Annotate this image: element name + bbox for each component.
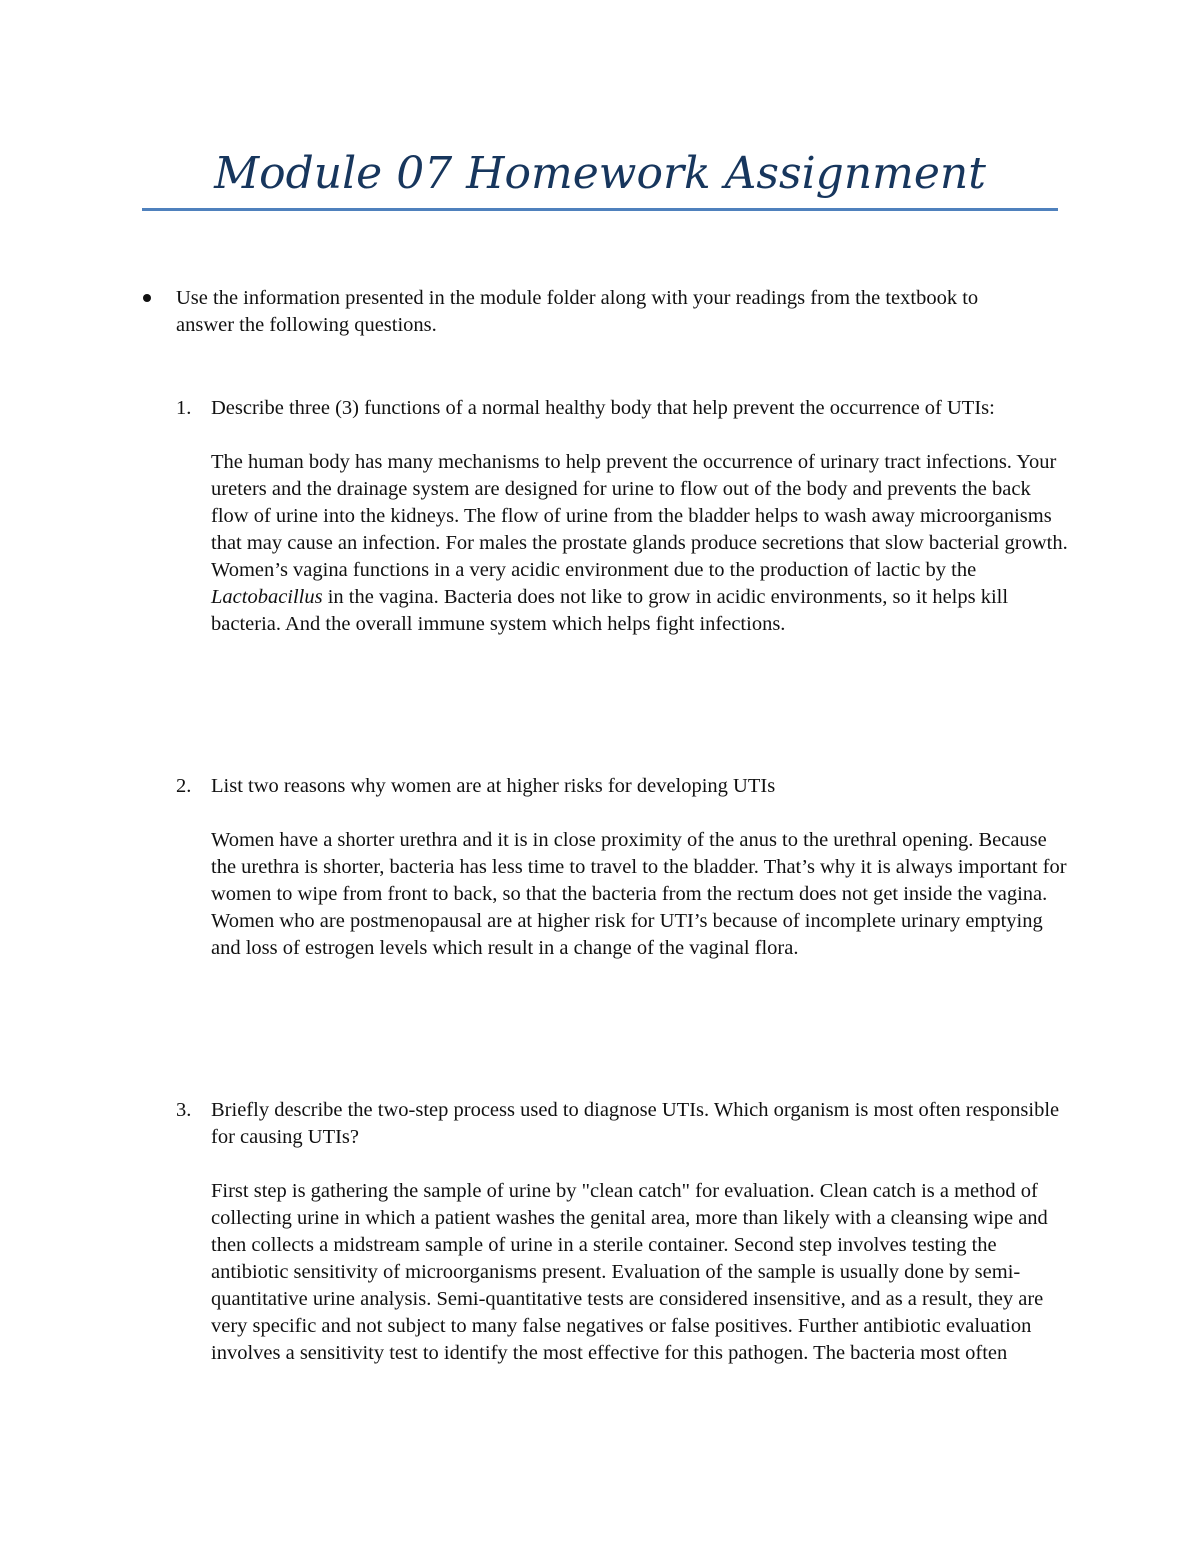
document-title: Module 07 Homework Assignment <box>214 148 986 199</box>
question-1-prompt: Describe three (3) functions of a normal healthy body that help prevent the occurrence of UTIs: <box>211 397 995 419</box>
question-3-prompt: Briefly describe the two-step process used to diagnose UTIs. Which organism is most often responsible for causing UTIs? <box>211 1099 1060 1148</box>
question-1-answer-part2: in the vagina. Bacteria does not like to grow in acidic environments, so it helps kill bacteria. And the overall immune system which helps fight infections. <box>211 586 1009 635</box>
question-3-answer: First step is gathering the sample of urine by "clean catch" for evaluation. Clean catch is a method of collecting urine in which a patient washes the genital area, more than likely with a cleansing wipe and then collects a midstream sample of urine in a sterile container. Second step involves testing the antibiotic sensitivity of microorganisms present. Evaluation of the sample is usually done by semi-quantitative urine analysis. Semi-quantitative tests are considered insensitive, and as a result, they are very specific and not subject to many false negatives or false positives. Further antibiotic evaluation involves a sensitivity test to identify the most effective for this pathogen. The bacteria most often <box>211 1180 1048 1364</box>
question-1-answer-part1: The human body has many mechanisms to help prevent the occurrence of urinary tract infections. Your ureters and the drainage system are designed for urine to flow out of the body and prevents the back flow of urine into the kidneys. The flow of urine from the bladder helps to wash away microorganisms that may cause an infection. For males the prostate glands produce secretions that slow bacterial growth. Women’s vagina functions in a very acidic environment due to the production of lactic by the <box>211 451 1068 581</box>
bullet-icon <box>143 294 151 302</box>
question-2 <box>211 773 1071 962</box>
question-number-2: 2. <box>176 775 192 797</box>
question-number-3: 3. <box>176 1099 192 1121</box>
intro-text: Use the information presented in the module folder along with your readings from the textbook to answer the following questions. <box>176 287 979 336</box>
question-1-answer-italic: Lactobacillus <box>211 586 323 608</box>
question-number-1: 1. <box>176 397 192 419</box>
question-3 <box>211 1097 1071 1367</box>
question-2-prompt: List two reasons why women are at higher risks for developing UTIs <box>211 775 776 797</box>
title-underline <box>142 208 1058 211</box>
question-2-answer: Women have a shorter urethra and it is in close proximity of the anus to the urethral opening. Because the urethra is shorter, bacteria has less time to travel to the bladder. That’s why it is always important for women to wipe from front to back, so that the bacteria from the rectum does not get inside the vagina. Women who are postmenopausal are at higher risk for UTI’s because of incomplete urinary emptying and loss of estrogen levels which result in a change of the vaginal flora. <box>211 829 1067 959</box>
question-1 <box>211 395 1071 638</box>
question-1-answer <box>211 449 1071 638</box>
